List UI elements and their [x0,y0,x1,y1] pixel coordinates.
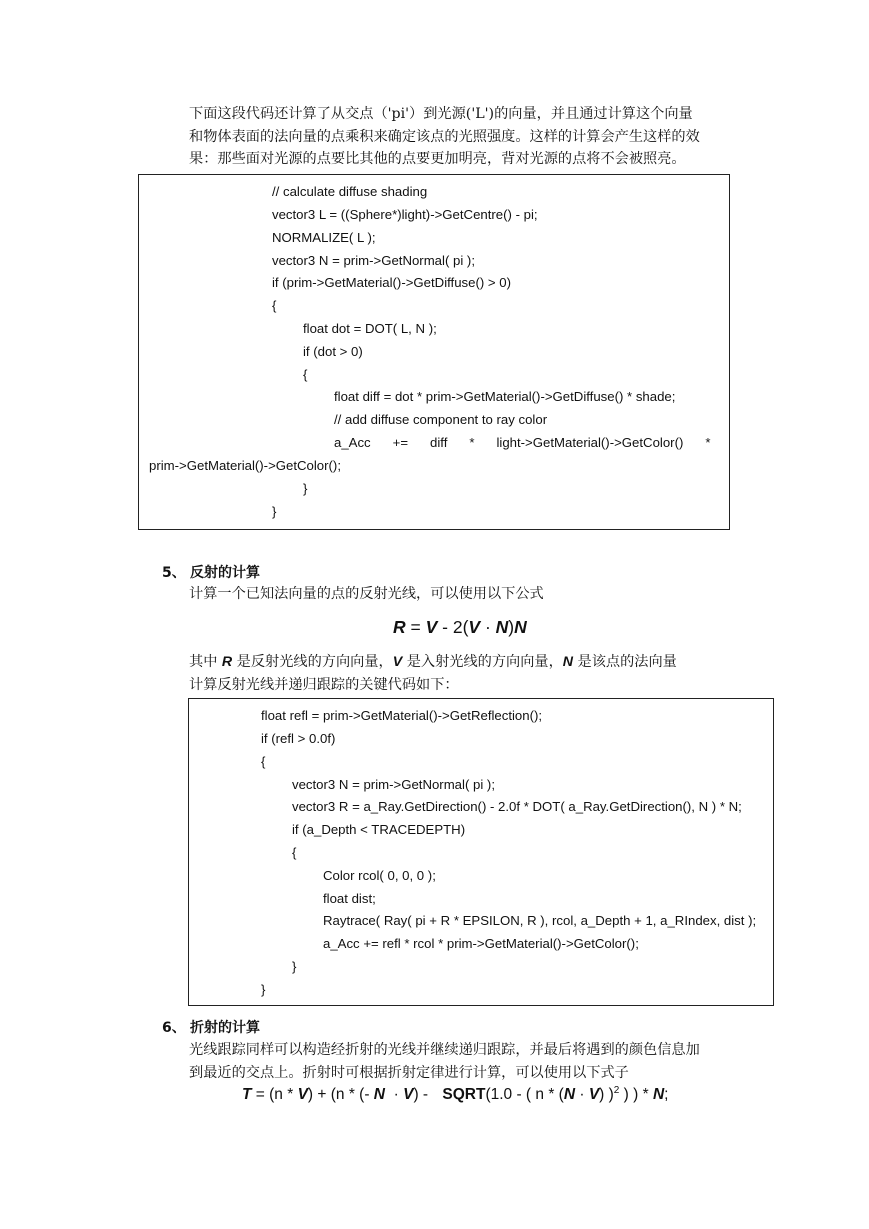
symbol-r: R [221,654,233,670]
refraction-formula [242,1085,668,1104]
code-line: } [292,959,297,974]
formula-sqrt: SQRT [442,1086,486,1104]
code-line: float refl = prim->GetMaterial()->GetReflection(); [261,708,543,723]
code-line: // add diffuse component to ray color [334,412,548,427]
code-line: } [272,504,277,519]
code-line: // calculate diffuse shading [272,184,428,199]
formula-text: - 2( [437,617,469,637]
formula-text: ) ) [599,1086,614,1104]
explanation-line [189,651,749,674]
section-heading-refraction [162,1017,260,1037]
reflection-intro [189,583,749,606]
formula-symbol-n: N [652,1086,665,1104]
code-line: { [261,754,266,769]
code-line: float dist; [323,891,376,906]
code-line: if (refl > 0.0f) [261,731,336,746]
formula-text: (1.0 - ( n * ( [485,1086,564,1104]
formula-symbol-v: V [297,1086,308,1104]
code-line: } [303,481,308,496]
formula-superscript: 2 [613,1085,620,1096]
formula-text: ; [664,1086,669,1104]
explain-text: 其中 [189,654,222,670]
formula-symbol-n: N [514,617,527,637]
symbol-v: V [392,654,403,670]
intro-paragraph [189,103,749,171]
formula-symbol-v: V [588,1086,600,1104]
section-title: 折射的计算 [190,1020,260,1036]
code-line: vector3 R = a_Ray.GetDirection() - 2.0f * DOT( a_Ray.GetDirection(), N ) * N; [292,799,742,814]
reflection-explanation [189,651,749,696]
refraction-paragraph [189,1039,749,1084]
code-line: { [292,845,297,860]
code-line: if (a_Depth < TRACEDEPTH) [292,822,466,837]
formula-text: ) + (n * (- [307,1086,374,1104]
code-line: float dot = DOT( L, N ); [303,321,437,336]
code-line: } [261,982,266,997]
explain-text: 是入射光线的方向向量， [402,654,563,670]
code-line: NORMALIZE( L ); [272,230,376,245]
explain-text: 是反射光线的方向向量， [232,654,393,670]
intro-line: 果：那些面对光源的点要比其他的点要更加明亮，背对光源的点将不会被照亮。 [189,151,686,167]
code-line: if (prim->GetMaterial()->GetDiffuse() > 0) [272,275,512,290]
code-line: Raytrace( Ray( pi + R * EPSILON, R ), rcol, a_Depth + 1, a_RIndex, dist ); [323,913,757,928]
formula-symbol-v: V [468,617,481,637]
code-line: if (dot > 0) [303,344,363,359]
code-line: float diff = dot * prim->GetMaterial()->GetDiffuse() * shade; [334,389,676,404]
formula-symbol-n: N [373,1086,385,1104]
refraction-line: 光线跟踪同样可以构造经折射的光线并继续递归跟踪，并最后将遇到的颜色信息加 [189,1042,700,1058]
formula-symbol-v: V [425,617,438,637]
section-title: 反射的计算 [190,565,260,581]
formula-text: = (n * [251,1086,298,1104]
code-block-reflection [188,698,774,1006]
formula-text: = [405,617,426,637]
refraction-line: 到最近的交点上。折射时可根据折射定律进行计算，可以使用以下式子 [189,1064,629,1081]
intro-line: 下面这段代码还计算了从交点（'pi'）到光源('L')的向量，并且通过计算这个向量 [189,106,693,122]
code-block-diffuse [138,174,730,530]
formula-text: · [385,1086,404,1104]
formula-symbol-v: V [403,1086,414,1104]
formula-text: ) ) * [619,1086,653,1104]
formula-symbol-n: N [563,1086,576,1104]
code-line: prim->GetMaterial()->GetColor(); [149,458,341,473]
formula-text: ) - [413,1086,433,1104]
code-line: vector3 N = prim->GetNormal( pi ); [272,253,475,268]
explain-text: 是该点的法向量 [573,654,677,670]
formula-symbol-t: T [242,1086,252,1104]
reflection-intro-text: 计算一个已知法向量的点的反射光线，可以使用以下公式 [189,586,544,602]
formula-text: · [480,617,496,637]
formula-symbol-r: R [393,617,406,637]
intro-line: 和物体表面的法向量的点乘积来确定该点的光照强度。这样的计算会产生这样的效 [189,128,700,145]
section-number: 6、 [162,1020,186,1036]
code-line: vector3 L = ((Sphere*)light)->GetCentre() - pi; [272,207,538,222]
code-line: a_Acc += refl * rcol * prim->GetMaterial()->GetColor(); [323,936,639,951]
code-line: a_Acc += diff * light->GetMaterial()->GetColor() * [334,435,711,450]
code-line: { [272,298,277,313]
section-heading-reflection [162,562,260,582]
formula-text: ) [508,617,515,637]
section-number: 5、 [162,565,186,581]
code-line: vector3 N = prim->GetNormal( pi ); [292,777,495,792]
formula-text: · [575,1086,589,1104]
code-intro-line: 计算反射光线并递归跟踪的关键代码如下： [189,676,459,693]
symbol-n: N [562,654,574,670]
code-line: { [303,367,308,382]
code-line: Color rcol( 0, 0, 0 ); [323,868,436,883]
formula-symbol-n: N [495,617,509,637]
reflection-formula [393,617,527,638]
